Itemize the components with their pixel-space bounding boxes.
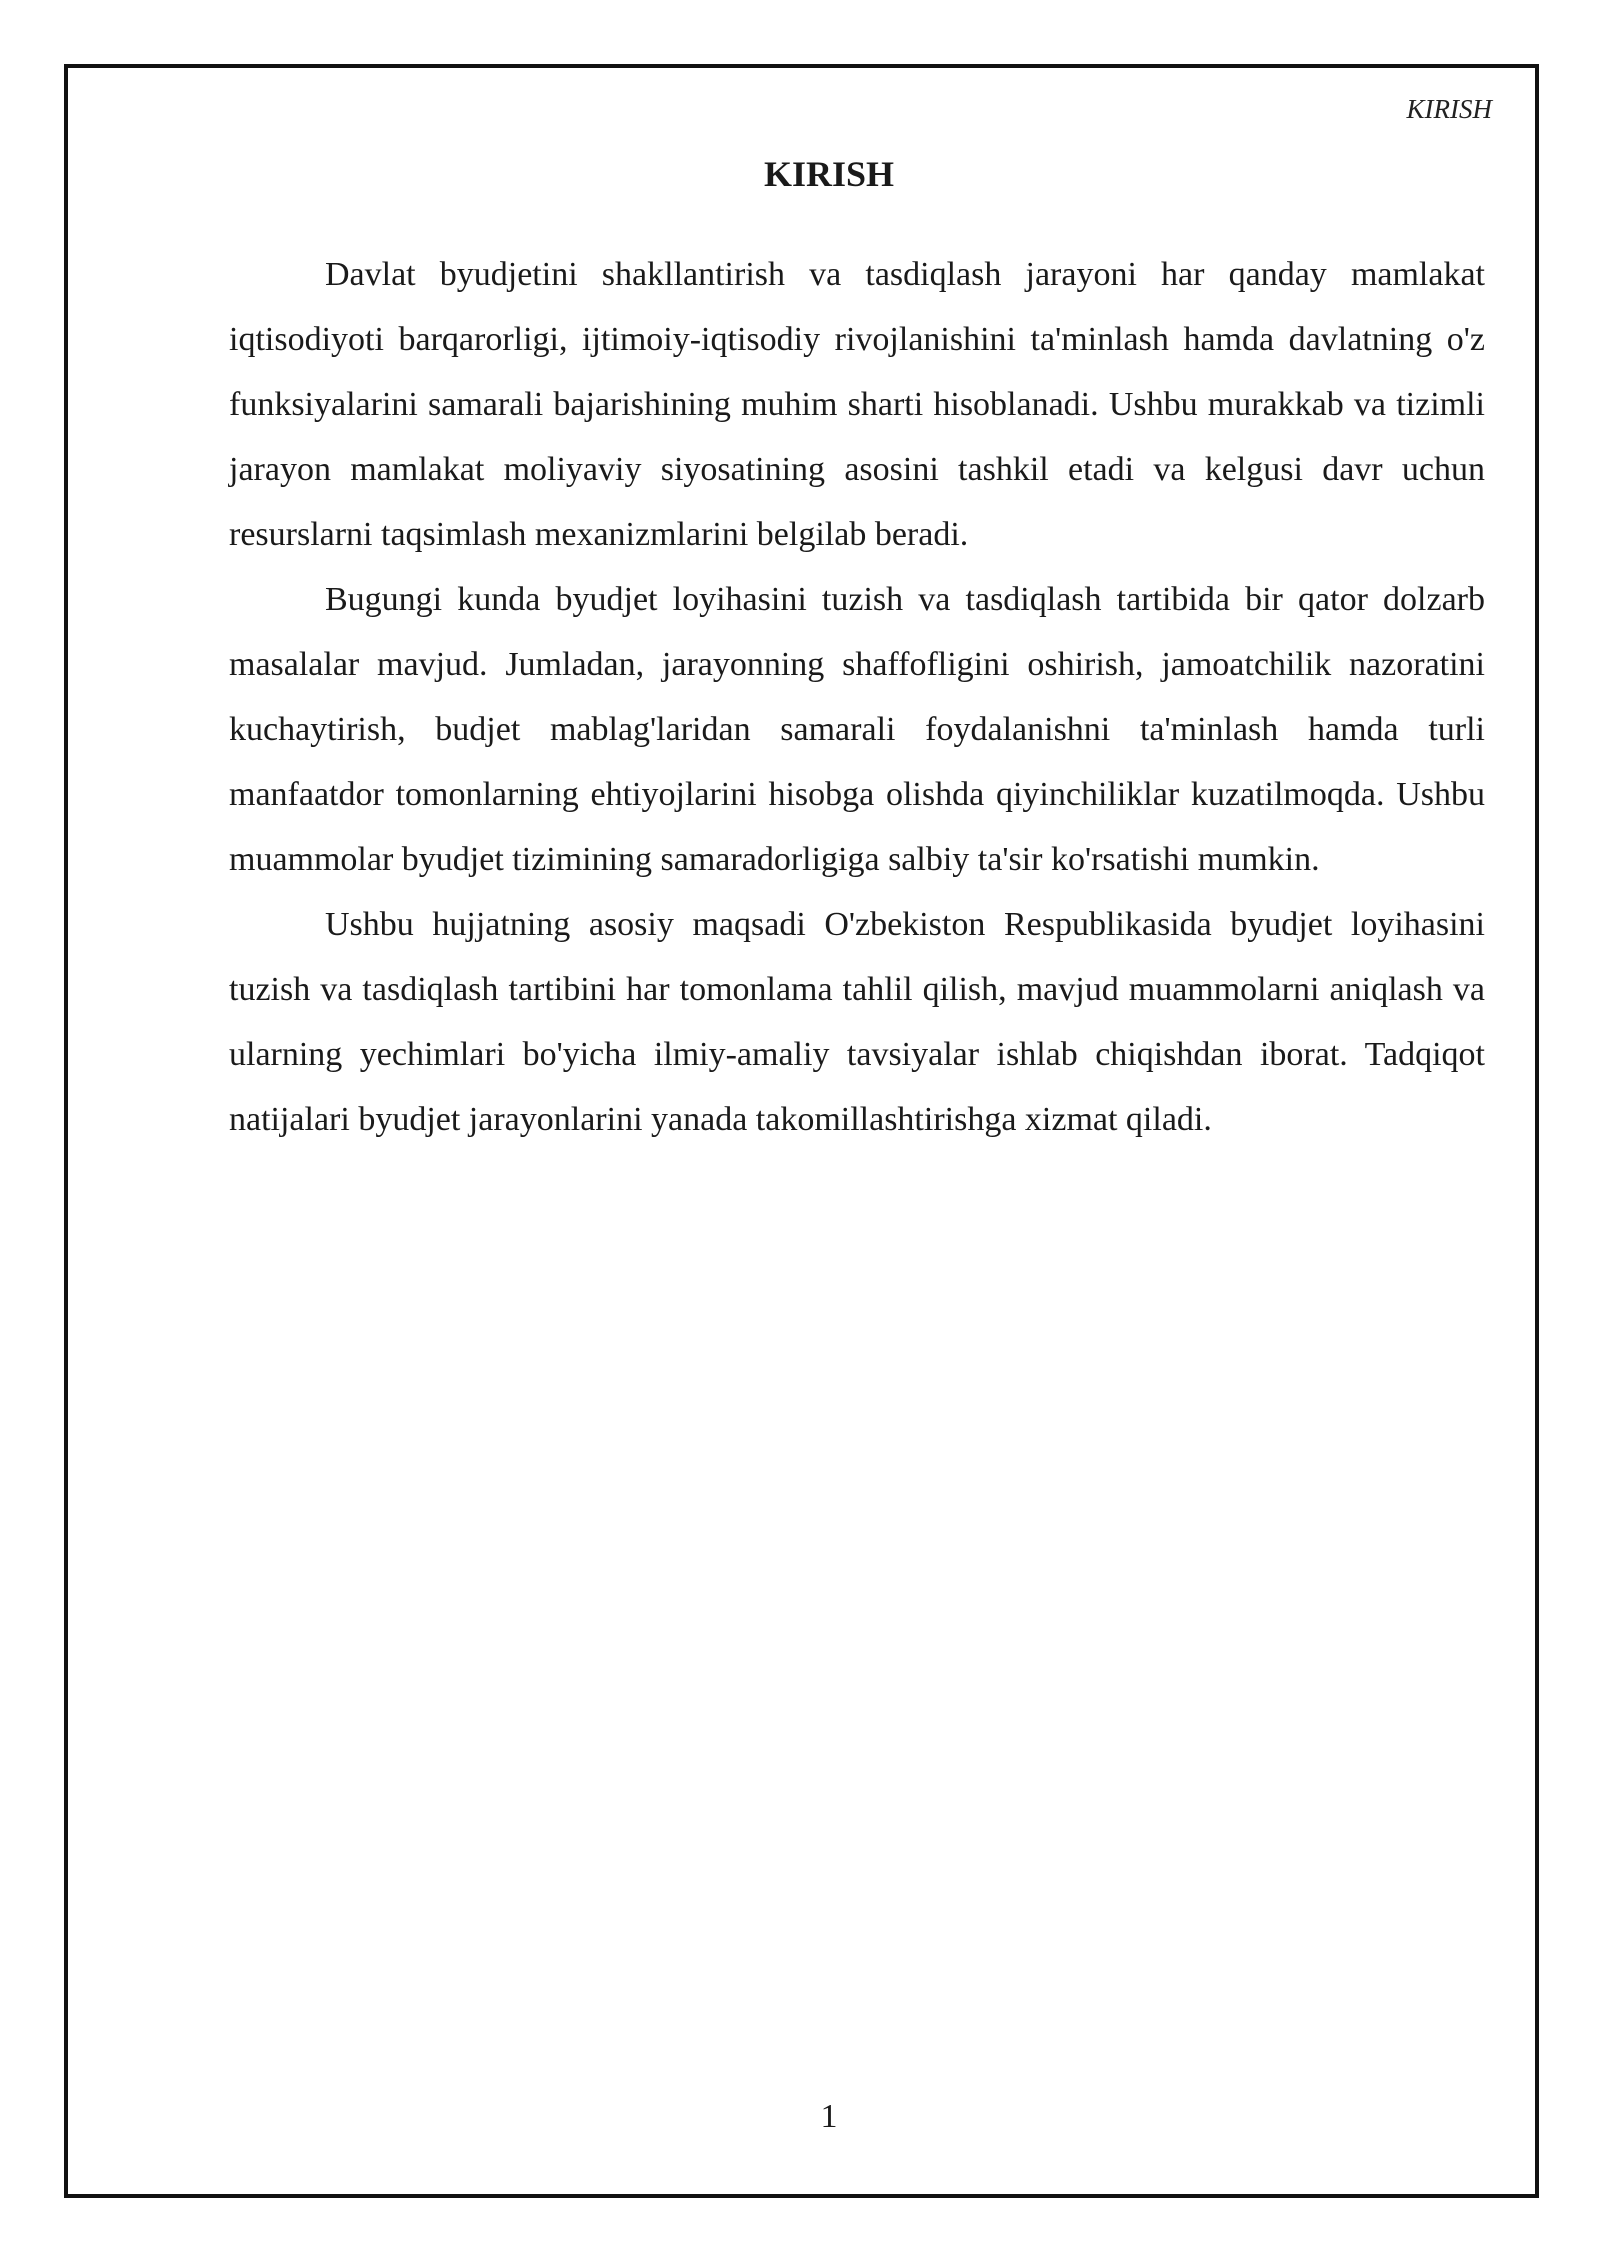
body-text	[229, 242, 1485, 1152]
paragraph: Ushbu hujjatning asosiy maqsadi O'zbekiston Respublikasida byudjet loyihasini tuzish va tasdiqlash tartibini har tomonlama tahlil qilish, mavjud muammolarni aniqlash va ularning yechimlari bo'yicha ilmiy-amaliy tavsiyalar ishlab chiqishdan iborat. Tadqiqot natijalari byudjet jarayonlarini yanada takomillashtirishga xizmat qiladi.	[229, 906, 1485, 1138]
running-header: KIRISH	[1406, 94, 1492, 124]
paragraph: Davlat byudjetini shakllantirish va tasdiqlash jarayoni har qanday mamlakat iqtisodiyoti barqarorligi, ijtimoiy-iqtisodiy rivojlanishini ta'minlash hamda davlatning o'z funksiyalarini samarali bajarishining muhim sharti hisoblanadi. Ushbu murakkab va tizimli jarayon mamlakat moliyaviy siyosatining asosini tashkil etadi va kelgusi davr uchun resurslarni taqsimlash mexanizmlarini belgilab beradi.	[229, 256, 1485, 553]
page-number: 1	[820, 2098, 838, 2135]
paragraph: Bugungi kunda byudjet loyihasini tuzish va tasdiqlash tartibida bir qator dolzarb masalalar mavjud. Jumladan, jarayonning shaffofligini oshirish, jamoatchilik nazoratini kuchaytirish, budjet mablag'laridan samarali foydalanishni ta'minlash hamda turli manfaatdor tomonlarning ehtiyojlarini hisobga olishda qiyinchiliklar kuzatilmoqda. Ushbu muammolar byudjet tizimining samaradorligiga salbiy ta'sir ko'rsatishi mumkin.	[229, 581, 1485, 878]
page-title: KIRISH	[763, 154, 895, 194]
